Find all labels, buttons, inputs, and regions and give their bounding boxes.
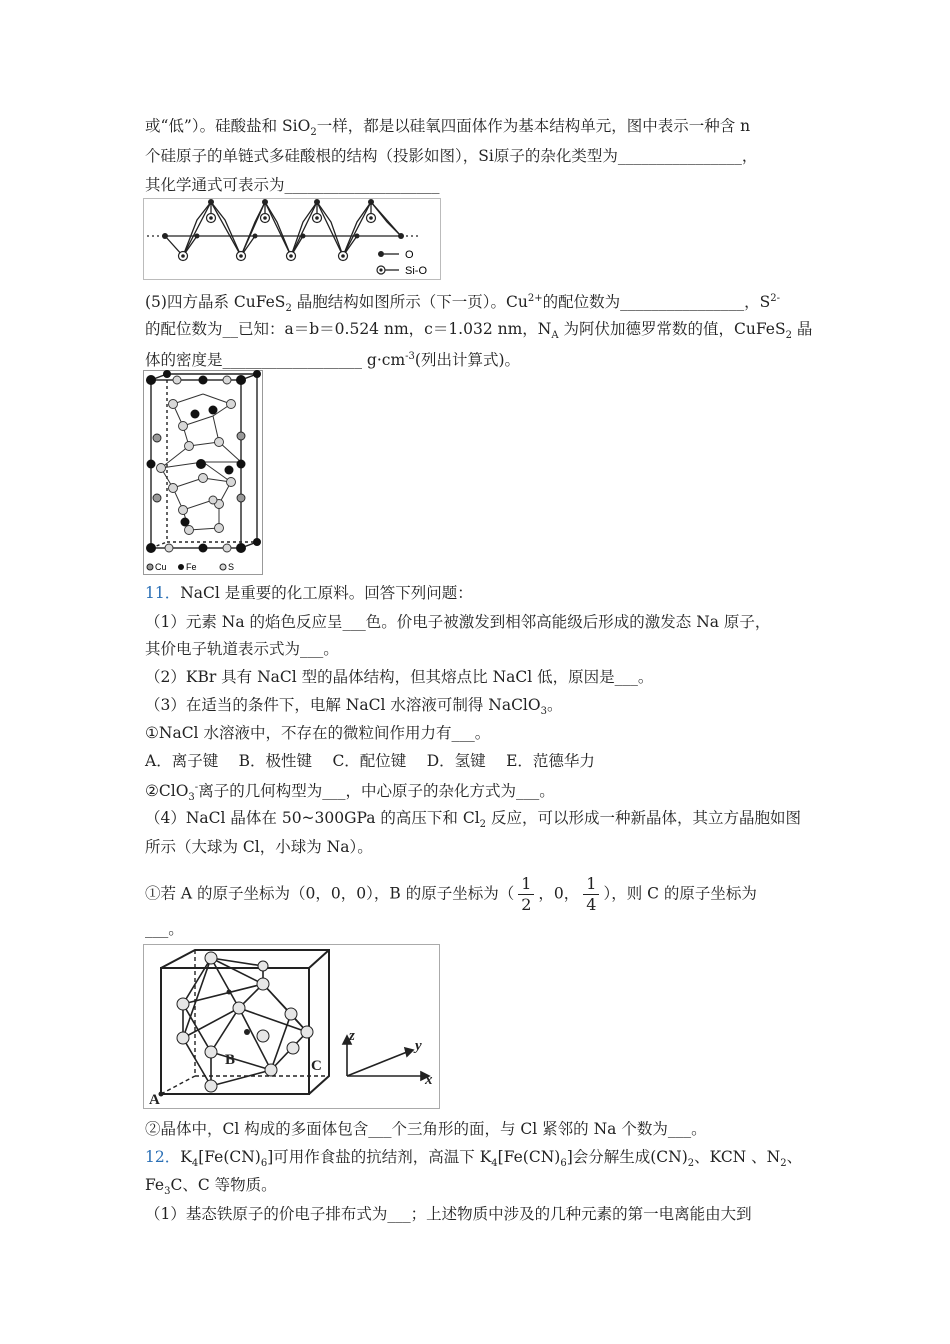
q11-p4-line-2: 所示（大球为 Cl，小球为 Na）。 [145, 838, 373, 856]
q11-p3: （3）在适当的条件下，电解 NaCl 水溶液可制得 NaClO$_3$。 [145, 696, 563, 717]
svg-text:A: A [149, 1092, 160, 1108]
svg-text:Fe: Fe [186, 562, 197, 572]
svg-text:z: z [349, 1028, 355, 1044]
q10-p5-line-1: (5)四方晶系 CuFeS$_2$ 晶胞结构如图所示（下一页）。$Cu^{2+}$的配位数为________________，$S^{2-}$ [145, 293, 780, 314]
q11-p4-1-end: ___。 [145, 920, 184, 938]
q12-line-3: （1）基态铁原子的价电子排布式为___；上述物质中涉及的几种元素的第一电离能由大到 [145, 1205, 752, 1223]
q12-line-1: 12．$K_4[Fe(CN)_6]$可用作食盐的抗结剂，高温下 $K_4[Fe(CN)_6]$会分解生成$(CN)_2$、KCN 、$N_2$、 [145, 1148, 803, 1169]
svg-text:y: y [415, 1038, 422, 1054]
svg-text:S: S [228, 562, 235, 572]
q11-p4-1: ①若 A 的原子坐标为（0，0，0），B 的原子坐标为（ $\frac{1}{2}$ ，0， $\frac{1}{4}$ ），则 C 的原子坐标为 [145, 874, 757, 914]
q12-number: 12． [145, 1148, 181, 1166]
q11-p3-1: ①NaCl 水溶液中，不存在的微粒间作用力有___。 [145, 724, 491, 742]
svg-text:O: O [405, 249, 414, 261]
svg-text:B: B [225, 1052, 236, 1068]
svg-text:Cu: Cu [155, 562, 167, 572]
q11-number: 11． [145, 584, 181, 602]
fraction-quarter: $\frac{1}{4}$ [583, 874, 599, 915]
cell-legend [147, 562, 234, 572]
q11-p4-2: ②晶体中，Cl 构成的多面体包含___个三角形的面，与 Cl 紧邻的 Na 个数为___。 [145, 1120, 707, 1138]
svg-text:Si-O: Si-O [405, 265, 427, 277]
q10-p5-line-2: 的配位数为__已知：a＝b＝0.524 nm，c＝1.032 nm，$N_A$ 为阿伏加德罗常数的值，CuFeS$_2$ 晶 [145, 320, 813, 341]
q11-p2: （2）KBr 具有 NaCl 型的晶体结构，但其熔点比 NaCl 低，原因是___。 [145, 668, 654, 686]
q11-p1-line-2: 其价电子轨道表示式为___。 [145, 640, 339, 658]
q11-p4-line-1: （4）NaCl 晶体在 50~300GPa 的高压下和 $Cl_2$ 反应，可以形成一种新晶体，其立方晶胞如图 [145, 809, 801, 830]
svg-text:x: x [425, 1072, 433, 1088]
q12-line-2: $Fe_3C$、C 等物质。 [145, 1176, 277, 1197]
nacl-cl-cubic-cell-figure [143, 944, 440, 1109]
xyz-axes [343, 1028, 433, 1088]
q10-p5-line-3: 体的密度是__________________ $g\cdot cm^{-3}$(列出计算式)。 [145, 351, 521, 369]
q11-p3-2: ②ClO$_3$-离子的几何构型为___，中心原子的杂化方式为___。 [145, 782, 555, 803]
fraction-half: $\frac{1}{2}$ [518, 874, 534, 915]
q11-title: 11．NaCl 是重要的化工原料。回答下列问题： [145, 584, 473, 602]
svg-text:C: C [311, 1058, 322, 1074]
cufes2-unit-cell-figure [143, 370, 263, 575]
chain-legend [377, 249, 427, 277]
q10-line-2: 个硅原子的单链式多硅酸根的结构（投影如图），Si原子的杂化类型为________________， [145, 147, 758, 165]
q11-p1-line-1: （1）元素 Na 的焰色反应呈___色。价电子被激发到相邻高能级后形成的激发态 Na 原子， [145, 613, 771, 631]
q11-options: A．离子键 B．极性键 C．配位键 D．氢键 E．范德华力 [145, 752, 595, 770]
silicate-chain-figure [143, 198, 441, 280]
q10-line-3: 其化学通式可表示为____________________ [145, 176, 440, 194]
q10-line-1: 或“低”）。硅酸盐和 SiO$_2$一样，都是以硅氧四面体作为基本结构单元，图中表示一种含 n [145, 117, 751, 138]
